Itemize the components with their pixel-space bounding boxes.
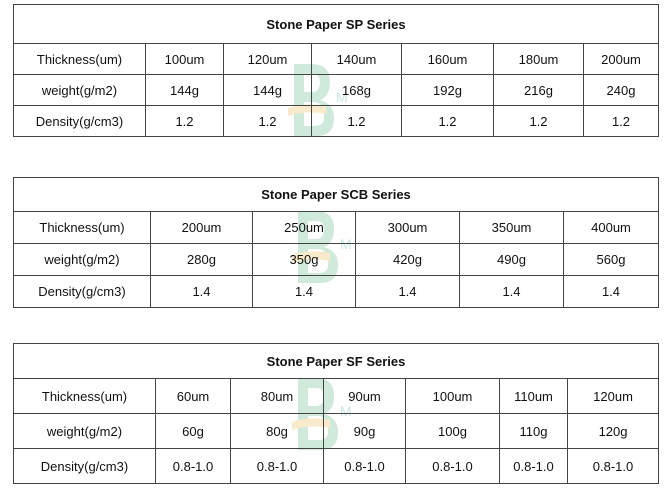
- sf-series-table: [13, 343, 659, 484]
- table-cell: 110g: [500, 414, 568, 449]
- table-cell: 300um: [356, 212, 460, 244]
- table-row-weight: [14, 414, 659, 449]
- table-cell: 560g: [564, 244, 659, 276]
- svg-text:M: M: [340, 403, 352, 419]
- table-cell: 90g: [324, 414, 406, 449]
- table-row-thickness: [14, 44, 659, 75]
- table-cell: 1.4: [253, 276, 356, 308]
- svg-text:M: M: [340, 236, 352, 252]
- table-cell: 192g: [402, 75, 494, 106]
- table-cell: 90um: [324, 379, 406, 414]
- table-title: Stone Paper SCB Series: [14, 178, 659, 212]
- svg-text:M: M: [336, 89, 348, 105]
- table-cell: 250um: [253, 212, 356, 244]
- table-cell: 120um: [568, 379, 659, 414]
- table-cell: 80g: [231, 414, 324, 449]
- row-label: weight(g/m2): [14, 414, 156, 449]
- table-cell: 200um: [584, 44, 659, 75]
- table-cell: 420g: [356, 244, 460, 276]
- table-title: Stone Paper SP Series: [14, 5, 659, 44]
- table-cell: 100g: [406, 414, 500, 449]
- row-label: weight(g/m2): [14, 244, 151, 276]
- table-cell: 0.8-1.0: [568, 449, 659, 484]
- table-cell: 0.8-1.0: [500, 449, 568, 484]
- table-cell: 120g: [568, 414, 659, 449]
- table-cell: 60um: [156, 379, 231, 414]
- row-label: Density(g/cm3): [14, 449, 156, 484]
- table-row-density: [14, 106, 659, 137]
- table-cell: 216g: [494, 75, 584, 106]
- table-row-thickness: [14, 379, 659, 414]
- table-cell: 120um: [224, 44, 312, 75]
- table-cell: 110um: [500, 379, 568, 414]
- table-title: Stone Paper SF Series: [14, 344, 659, 379]
- table-cell: 0.8-1.0: [231, 449, 324, 484]
- table-cell: 350g: [253, 244, 356, 276]
- table-cell: 0.8-1.0: [324, 449, 406, 484]
- row-label: weight(g/m2): [14, 75, 146, 106]
- table-cell: 180um: [494, 44, 584, 75]
- table-cell: 400um: [564, 212, 659, 244]
- table-cell: 1.4: [356, 276, 460, 308]
- table-cell: 60g: [156, 414, 231, 449]
- table-row-thickness: [14, 212, 659, 244]
- table-cell: 100um: [146, 44, 224, 75]
- row-label: Thickness(um): [14, 212, 151, 244]
- table-cell: 280g: [151, 244, 253, 276]
- table-cell: 1.4: [460, 276, 564, 308]
- table-row-density: [14, 449, 659, 484]
- table-row-weight: [14, 75, 659, 106]
- table-cell: 1.2: [584, 106, 659, 137]
- table-cell: 144g: [146, 75, 224, 106]
- row-label: Density(g/cm3): [14, 106, 146, 137]
- table-cell: 0.8-1.0: [406, 449, 500, 484]
- scb-series-table: [13, 177, 659, 308]
- table-cell: 200um: [151, 212, 253, 244]
- row-label: Thickness(um): [14, 44, 146, 75]
- table-cell: 160um: [402, 44, 494, 75]
- table-cell: 1.2: [312, 106, 402, 137]
- table-cell: 80um: [231, 379, 324, 414]
- table-cell: 168g: [312, 75, 402, 106]
- table-cell: 140um: [312, 44, 402, 75]
- sp-series-table: [13, 4, 659, 137]
- row-label: Density(g/cm3): [14, 276, 151, 308]
- table-cell: 1.2: [402, 106, 494, 137]
- table-cell: 1.2: [146, 106, 224, 137]
- table-cell: 1.4: [564, 276, 659, 308]
- table-cell: 1.4: [151, 276, 253, 308]
- table-cell: 350um: [460, 212, 564, 244]
- table-cell: 240g: [584, 75, 659, 106]
- row-label: Thickness(um): [14, 379, 156, 414]
- table-cell: 144g: [224, 75, 312, 106]
- table-row-density: [14, 276, 659, 308]
- table-cell: 1.2: [224, 106, 312, 137]
- table-cell: 0.8-1.0: [156, 449, 231, 484]
- table-cell: 490g: [460, 244, 564, 276]
- table-row-weight: [14, 244, 659, 276]
- table-cell: 100um: [406, 379, 500, 414]
- table-cell: 1.2: [494, 106, 584, 137]
